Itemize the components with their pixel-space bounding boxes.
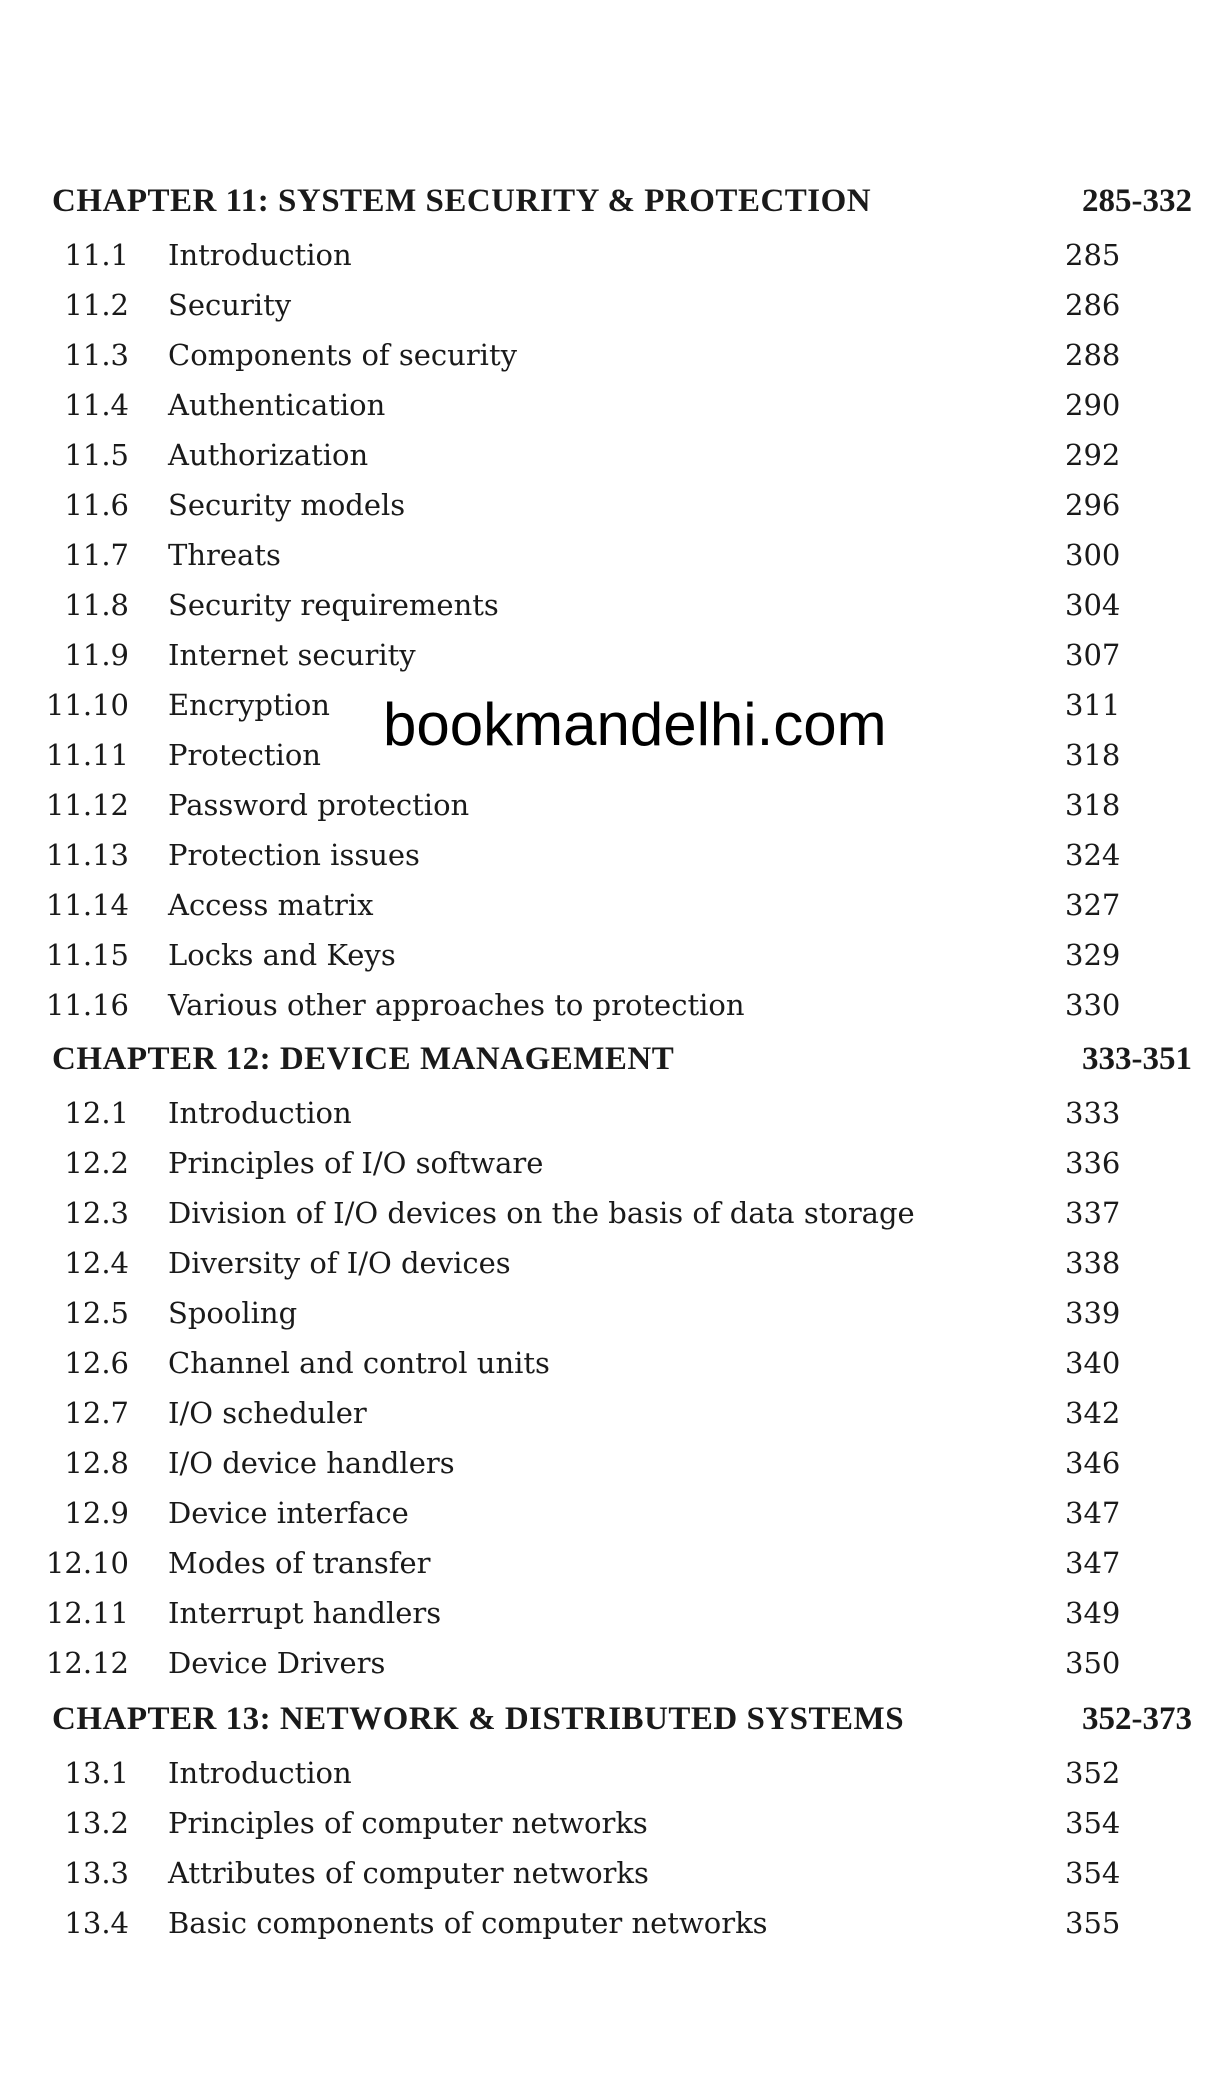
toc-entry	[0, 1903, 1214, 1943]
section-number: 13.3	[64, 1856, 129, 1890]
section-page: 327	[1065, 888, 1121, 922]
section-page: 307	[1065, 638, 1121, 672]
toc-entry	[0, 885, 1214, 925]
toc-entry	[0, 385, 1214, 425]
section-title: Security models	[168, 488, 406, 522]
section-title: Locks and Keys	[168, 938, 396, 972]
section-number: 11.1	[64, 238, 129, 272]
section-number: 11.2	[64, 288, 129, 322]
section-page: 288	[1065, 338, 1121, 372]
section-page: 304	[1065, 588, 1121, 622]
section-page: 337	[1065, 1196, 1121, 1230]
toc-entry	[0, 935, 1214, 975]
section-title: Principles of computer networks	[168, 1806, 648, 1840]
section-title: Access matrix	[168, 888, 374, 922]
toc-entry	[0, 585, 1214, 625]
section-page: 350	[1065, 1646, 1121, 1680]
section-number: 12.1	[64, 1096, 129, 1130]
section-number: 12.7	[64, 1396, 129, 1430]
section-title: Interrupt handlers	[168, 1596, 442, 1630]
section-number: 11.14	[45, 888, 129, 922]
watermark-text: bookmandelhi.com	[383, 691, 887, 758]
toc-entry	[0, 1343, 1214, 1383]
section-page: 339	[1065, 1296, 1121, 1330]
section-title: Encryption	[168, 688, 330, 722]
toc-entry	[0, 485, 1214, 525]
section-page: 349	[1065, 1596, 1121, 1630]
toc-entry	[0, 1543, 1214, 1583]
section-page: 333	[1065, 1096, 1121, 1130]
chapter-title: CHAPTER 12: DEVICE MANAGEMENT	[52, 1041, 675, 1077]
section-number: 12.11	[45, 1596, 129, 1630]
section-number: 11.10	[45, 688, 129, 722]
toc-entry	[0, 1443, 1214, 1483]
section-number: 12.6	[64, 1346, 129, 1380]
section-number: 12.5	[64, 1296, 129, 1330]
chapter-heading	[0, 181, 1214, 221]
section-number: 12.3	[64, 1196, 129, 1230]
section-page: 352	[1065, 1756, 1121, 1790]
chapter-page-range: 285-332	[1082, 183, 1192, 219]
section-page: 324	[1065, 838, 1121, 872]
section-title: Authorization	[168, 438, 369, 472]
toc-entry	[0, 835, 1214, 875]
section-page: 355	[1065, 1906, 1121, 1940]
section-title: Division of I/O devices on the basis of data storage	[168, 1196, 915, 1230]
toc-entry	[0, 1193, 1214, 1233]
section-page: 296	[1065, 488, 1121, 522]
section-title: I/O scheduler	[168, 1396, 367, 1430]
section-number: 13.2	[64, 1806, 129, 1840]
section-number: 11.8	[64, 588, 129, 622]
section-number: 13.4	[64, 1906, 129, 1940]
section-page: 318	[1065, 738, 1121, 772]
toc-entry	[0, 1293, 1214, 1333]
section-title: Internet security	[168, 638, 416, 672]
section-title: Introduction	[168, 1096, 352, 1130]
section-page: 290	[1065, 388, 1121, 422]
section-number: 13.1	[64, 1756, 129, 1790]
toc-entry	[0, 1753, 1214, 1793]
section-number: 11.13	[45, 838, 129, 872]
section-page: 347	[1065, 1546, 1121, 1580]
section-title: Security requirements	[168, 588, 499, 622]
section-page: 292	[1065, 438, 1121, 472]
section-number: 11.9	[64, 638, 129, 672]
section-title: Basic components of computer networks	[168, 1906, 768, 1940]
section-page: 300	[1065, 538, 1121, 572]
section-page: 330	[1065, 988, 1121, 1022]
toc-entry	[0, 785, 1214, 825]
toc-entry	[0, 535, 1214, 575]
section-number: 12.2	[64, 1146, 129, 1180]
section-number: 11.12	[45, 788, 129, 822]
toc-entry	[0, 1643, 1214, 1683]
chapter-title: CHAPTER 13: NETWORK & DISTRIBUTED SYSTEMS	[52, 1701, 905, 1737]
section-number: 11.6	[64, 488, 129, 522]
section-page: 354	[1065, 1806, 1121, 1840]
toc-entry	[0, 1393, 1214, 1433]
toc-entry	[0, 1143, 1214, 1183]
section-number: 12.12	[45, 1646, 129, 1680]
section-page: 336	[1065, 1146, 1121, 1180]
toc-entry	[0, 285, 1214, 325]
toc-entry	[0, 1803, 1214, 1843]
section-number: 12.9	[64, 1496, 129, 1530]
toc-entry	[0, 985, 1214, 1025]
section-number: 12.8	[64, 1446, 129, 1480]
section-title: Diversity of I/O devices	[168, 1246, 511, 1280]
toc-entry	[0, 435, 1214, 475]
section-page: 338	[1065, 1246, 1121, 1280]
section-page: 342	[1065, 1396, 1121, 1430]
section-title: Authentication	[168, 388, 386, 422]
section-title: Device Drivers	[168, 1646, 386, 1680]
section-number: 11.5	[64, 438, 129, 472]
section-number: 11.16	[45, 988, 129, 1022]
chapter-heading	[0, 1699, 1214, 1739]
toc-entry	[0, 1243, 1214, 1283]
section-number: 11.11	[45, 738, 129, 772]
section-title: Protection issues	[168, 838, 420, 872]
chapter-page-range: 352-373	[1082, 1701, 1192, 1737]
section-title: Threats	[168, 538, 281, 572]
section-number: 12.10	[45, 1546, 129, 1580]
toc-entry	[0, 1593, 1214, 1633]
chapter-page-range: 333-351	[1082, 1041, 1192, 1077]
section-title: Spooling	[168, 1296, 298, 1330]
section-number: 11.4	[64, 388, 129, 422]
toc-entry	[0, 235, 1214, 275]
section-number: 11.15	[45, 938, 129, 972]
toc-entry	[0, 1093, 1214, 1133]
section-title: Introduction	[168, 238, 352, 272]
section-title: Channel and control units	[168, 1346, 550, 1380]
section-number: 11.3	[64, 338, 129, 372]
section-title: Password protection	[168, 788, 470, 822]
section-page: 311	[1065, 688, 1121, 722]
section-page: 285	[1065, 238, 1121, 272]
section-title: Security	[168, 288, 292, 322]
section-number: 12.4	[64, 1246, 129, 1280]
section-page: 340	[1065, 1346, 1121, 1380]
chapter-title: CHAPTER 11: SYSTEM SECURITY & PROTECTION	[52, 183, 872, 219]
section-title: I/O device handlers	[168, 1446, 455, 1480]
section-page: 354	[1065, 1856, 1121, 1890]
section-page: 318	[1065, 788, 1121, 822]
section-title: Principles of I/O software	[168, 1146, 544, 1180]
chapter-heading	[0, 1039, 1214, 1079]
section-title: Introduction	[168, 1756, 352, 1790]
toc-entry	[0, 1853, 1214, 1893]
toc-entry	[0, 335, 1214, 375]
section-title: Device interface	[168, 1496, 409, 1530]
section-title: Various other approaches to protection	[168, 988, 745, 1022]
section-title: Protection	[168, 738, 321, 772]
section-title: Attributes of computer networks	[168, 1856, 649, 1890]
section-page: 346	[1065, 1446, 1121, 1480]
section-number: 11.7	[64, 538, 129, 572]
section-page: 329	[1065, 938, 1121, 972]
toc-entry	[0, 1493, 1214, 1533]
toc-entry	[0, 635, 1214, 675]
section-title: Components of security	[168, 338, 517, 372]
section-page: 347	[1065, 1496, 1121, 1530]
section-page: 286	[1065, 288, 1121, 322]
section-title: Modes of transfer	[168, 1546, 431, 1580]
